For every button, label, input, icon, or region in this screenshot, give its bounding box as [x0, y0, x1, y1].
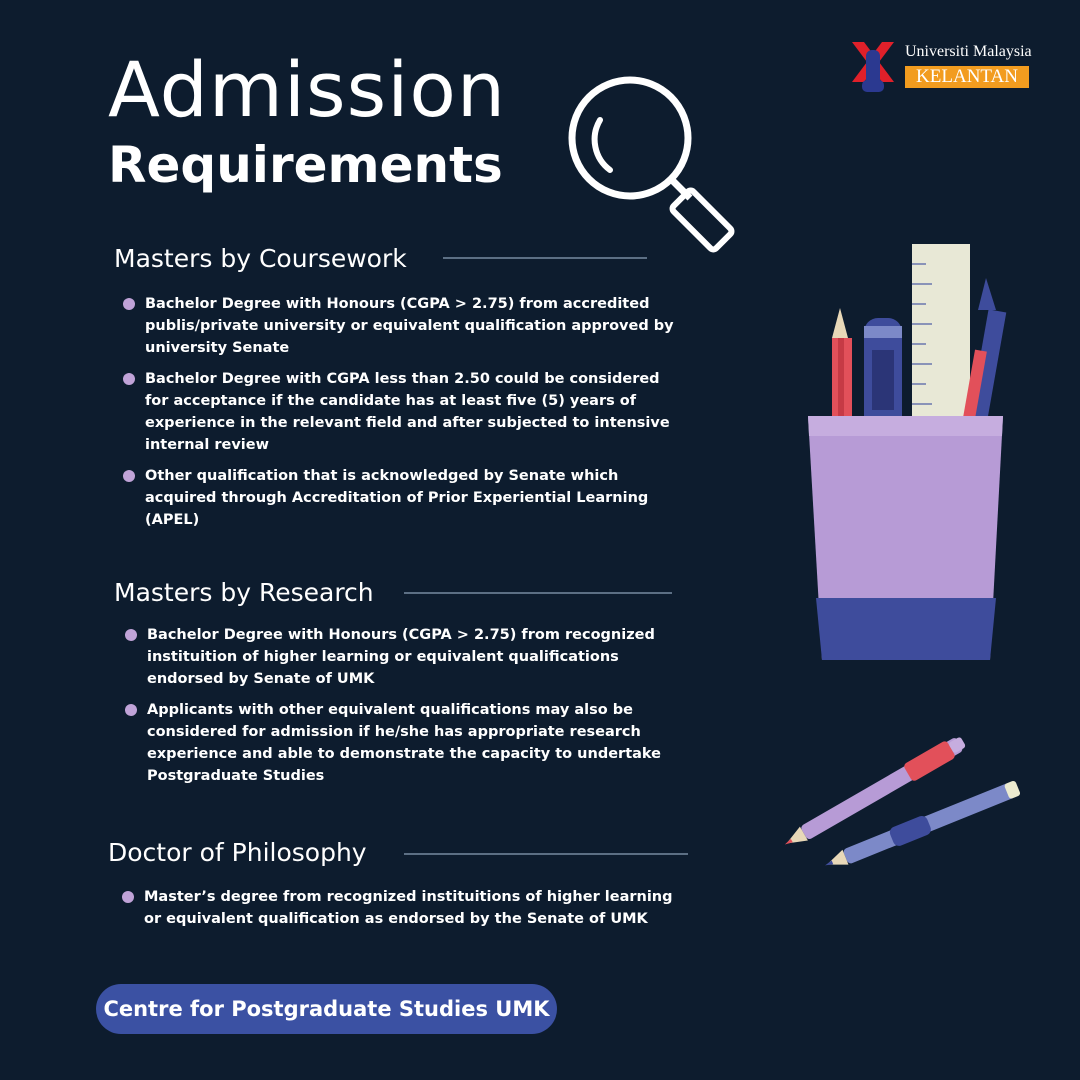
- pencil-cup-illustration: [800, 240, 1015, 670]
- section-divider: [443, 257, 647, 259]
- coursework-list: [123, 293, 688, 540]
- section-divider: [404, 592, 672, 594]
- section-title-research: Masters by Research: [114, 578, 374, 607]
- title-line-2: Requirements: [108, 136, 503, 194]
- section-divider: [404, 853, 688, 855]
- bullet-icon: [123, 298, 135, 310]
- umk-logo-mark: [848, 40, 898, 94]
- list-item: Bachelor Degree with Honours (CGPA > 2.75) from accredited publis/private university or equivalent qualification approved by university Senate: [123, 293, 688, 359]
- magnifier-icon: [560, 70, 750, 255]
- logo-text-bottom: KELANTAN: [905, 66, 1029, 88]
- bullet-icon: [122, 891, 134, 903]
- logo-text-top: Universiti Malaysia: [905, 43, 1032, 60]
- pens-illustration: [770, 725, 1030, 875]
- footer-label: Centre for Postgraduate Studies UMK: [96, 984, 557, 1034]
- umk-logo: [848, 40, 1033, 94]
- bullet-icon: [125, 704, 137, 716]
- list-item: Applicants with other equivalent qualifications may also be considered for admission if he/she has appropriate research experience and able to demonstrate the capacity to undertake Postgraduate Studies: [125, 699, 685, 787]
- list-item: Other qualification that is acknowledged by Senate which acquired through Accreditation of Prior Experiential Learning (APEL): [123, 465, 688, 531]
- bullet-icon: [123, 373, 135, 385]
- section-title-coursework: Masters by Coursework: [114, 244, 407, 273]
- bullet-icon: [125, 629, 137, 641]
- bullet-icon: [123, 470, 135, 482]
- list-item: Bachelor Degree with CGPA less than 2.50 could be considered for acceptance if the candidate has at least five (5) years of experience in the relevant field and after subjected to intensive internal review: [123, 368, 688, 456]
- research-list: [125, 624, 685, 796]
- list-item: Bachelor Degree with Honours (CGPA > 2.75) from recognized instituition of higher learning or equivalent qualifications endorsed by Senate of UMK: [125, 624, 685, 690]
- title-line-1: Admission: [108, 45, 507, 134]
- list-item: Master’s degree from recognized instituitions of higher learning or equivalent qualification as endorsed by the Senate of UMK: [122, 886, 687, 930]
- phd-list: [122, 886, 687, 939]
- section-title-phd: Doctor of Philosophy: [108, 838, 367, 867]
